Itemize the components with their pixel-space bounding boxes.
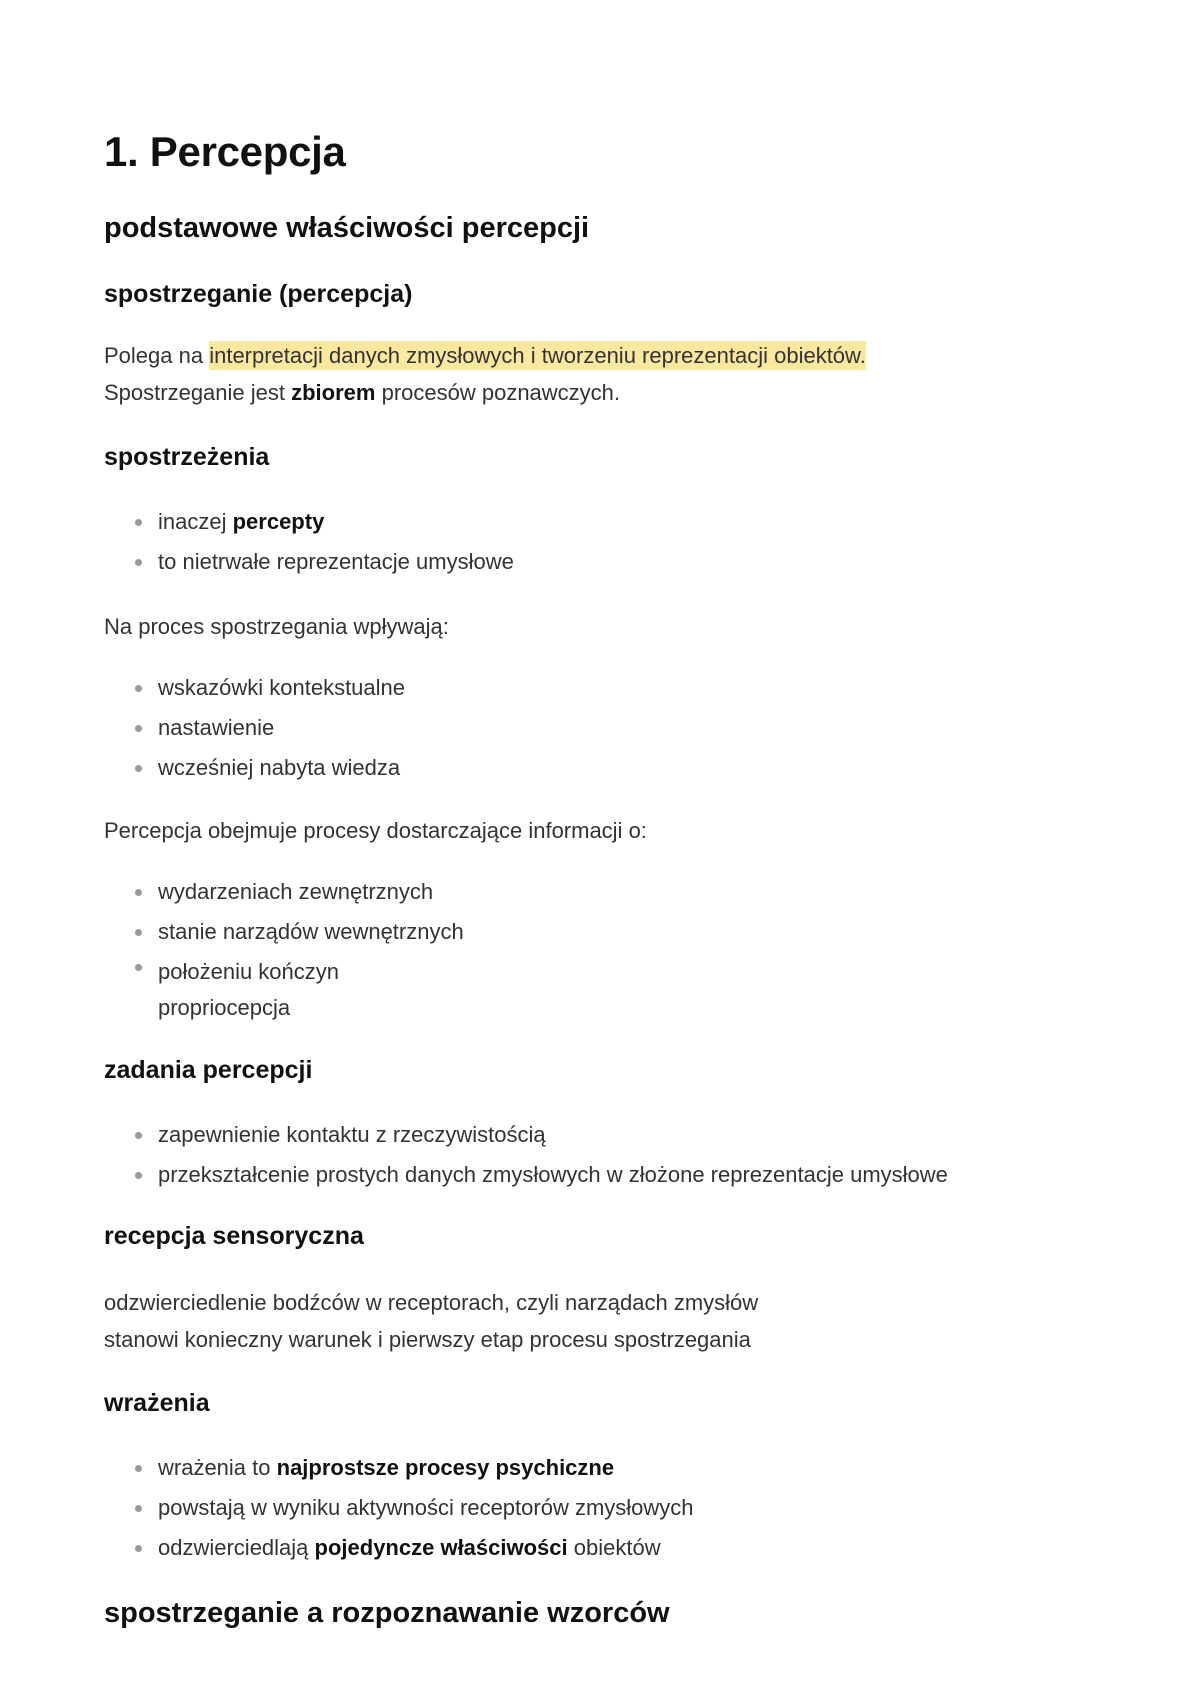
- influences-intro: Na proces spostrzegania wpływają:: [104, 614, 449, 639]
- tasks-list: [104, 1122, 948, 1188]
- list-item: zapewnienie kontaktu z rzeczywistością: [104, 1122, 948, 1148]
- list-item: to nietrwałe reprezentacje umysłowe: [104, 549, 514, 575]
- sensations-item3-bold: pojedyncze właściwości: [314, 1535, 568, 1560]
- list-item: [104, 509, 514, 535]
- info-list: [104, 879, 464, 1026]
- perception-definition: [104, 343, 866, 369]
- highlighted-text: interpretacji danych zmysłowych i tworzeniu reprezentacji obiektów.: [209, 343, 866, 368]
- perception-definition-prefix: Polega na: [104, 343, 210, 368]
- list-item: stanie narządów wewnętrznych: [104, 919, 464, 945]
- sensations-item3-before: odzwierciedlają: [158, 1535, 315, 1560]
- perception-set-after: procesów poznawczych.: [375, 380, 621, 405]
- list-item: wskazówki kontekstualne: [104, 675, 405, 701]
- percepts-item-bold: percepty: [232, 509, 325, 534]
- perception-set-bold: zbiorem: [291, 380, 376, 405]
- info-item-limbs: położeniu kończyn: [158, 959, 340, 984]
- list-item: powstają w wyniku aktywności receptorów zmysłowych: [104, 1495, 694, 1521]
- percepts-heading: spostrzeżenia: [104, 443, 270, 471]
- percepts-item-before: inaczej: [158, 509, 233, 534]
- reception-heading: recepcja sensoryczna: [104, 1222, 364, 1250]
- list-item: nastawienie: [104, 715, 405, 741]
- list-item: przekształcenie prostych danych zmysłowych w złożone reprezentacje umysłowe: [104, 1162, 948, 1188]
- info-intro: Percepcja obejmuje procesy dostarczające informacji o:: [104, 818, 647, 843]
- sensations-list: [104, 1455, 694, 1561]
- section-heading: podstawowe właściwości percepcji: [104, 212, 590, 244]
- influences-list: [104, 675, 405, 781]
- tasks-heading: zadania percepcji: [104, 1056, 313, 1084]
- pattern-heading: spostrzeganie a rozpoznawanie wzorców: [104, 1597, 670, 1629]
- page-title: 1. Percepcja: [104, 128, 346, 175]
- list-item: [104, 1535, 694, 1561]
- sensations-item-bold: najprostsze procesy psychiczne: [276, 1455, 615, 1480]
- sensations-item3-after: obiektów: [567, 1535, 661, 1560]
- sensations-heading: wrażenia: [104, 1389, 210, 1417]
- list-item: wcześniej nabyta wiedza: [104, 755, 405, 781]
- info-item-proprioception: propriocepcja: [158, 995, 291, 1020]
- percepts-list: [104, 509, 514, 575]
- perception-set-before: Spostrzeganie jest: [104, 380, 292, 405]
- reception-line-1: odzwierciedlenie bodźców w receptorach, czyli narządach zmysłów: [104, 1290, 759, 1315]
- perception-heading: spostrzeganie (percepcja): [104, 280, 413, 308]
- reception-line-2: stanowi konieczny warunek i pierwszy etap procesu spostrzegania: [104, 1327, 751, 1352]
- perception-set-line: [104, 380, 620, 406]
- list-item: wydarzeniach zewnętrznych: [104, 879, 464, 905]
- list-item: [104, 954, 464, 1026]
- sensations-item-before: wrażenia to: [158, 1455, 277, 1480]
- list-item: [104, 1455, 694, 1481]
